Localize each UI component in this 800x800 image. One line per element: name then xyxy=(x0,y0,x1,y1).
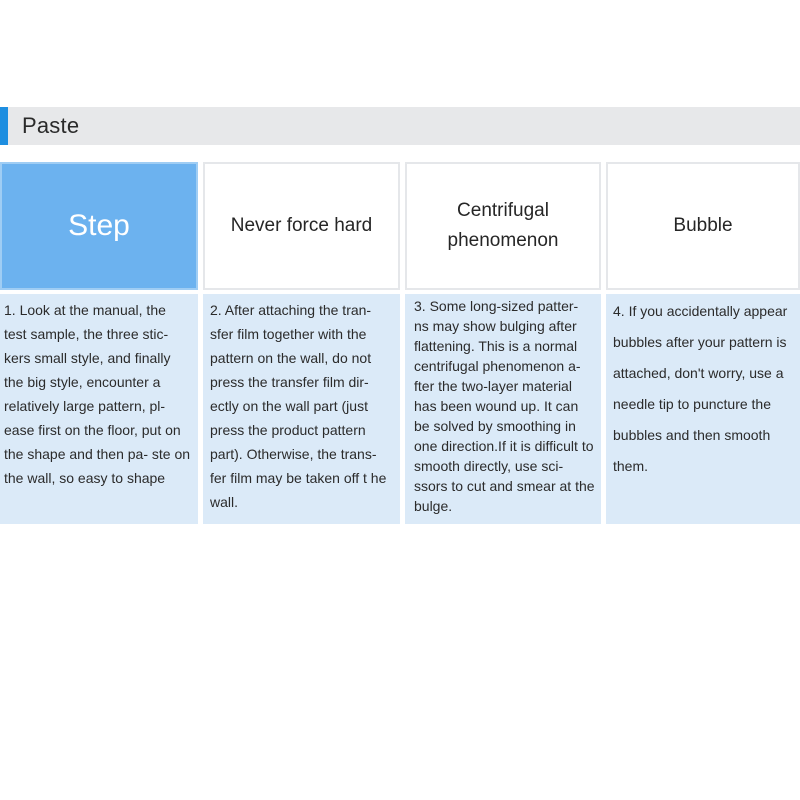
section-accent-bar xyxy=(0,107,8,145)
column-text-centrifugal-phenomenon: 3. Some long-sized patter- ns may show bulging after flattening. This is a normal centrifugal phenomenon a- fter the two-layer material has been wound up. It can be solved by smoothing in one direction.If it is difficult to smooth directly, use sci- ssors to cut and smear at the bulge. xyxy=(405,294,601,524)
column-text-never-force-hard: 2. After attaching the tran- sfer film together with the pattern on the wall, do not press the transfer film dir- ectly on the wall part (just press the product pattern part). Otherwise, the trans- fer film may be taken off t he wall. xyxy=(203,294,400,524)
column-heading-step: Step xyxy=(0,162,198,290)
column-heading-bubble: Bubble xyxy=(606,162,800,290)
column-heading-text: Centrifugal phenomenon xyxy=(447,200,559,251)
column-heading-never-force-hard: Never force hard xyxy=(203,162,400,290)
instruction-table xyxy=(0,162,800,524)
section-title: Paste xyxy=(22,113,80,138)
column-text-step: 1. Look at the manual, the test sample, the three stic- kers small style, and finally the big style, encounter a relatively large pattern, pl- ease first on the floor, put on the shape and then pa- ste on the wall, so easy to shape xyxy=(0,294,198,524)
column-heading-centrifugal-phenomenon xyxy=(405,162,601,290)
column-text-bubble: 4. If you accidentally appear bubbles after your pattern is attached, don't worry, use a needle tip to puncture the bubbles and then smooth them. xyxy=(606,294,800,524)
section-header xyxy=(0,107,800,145)
